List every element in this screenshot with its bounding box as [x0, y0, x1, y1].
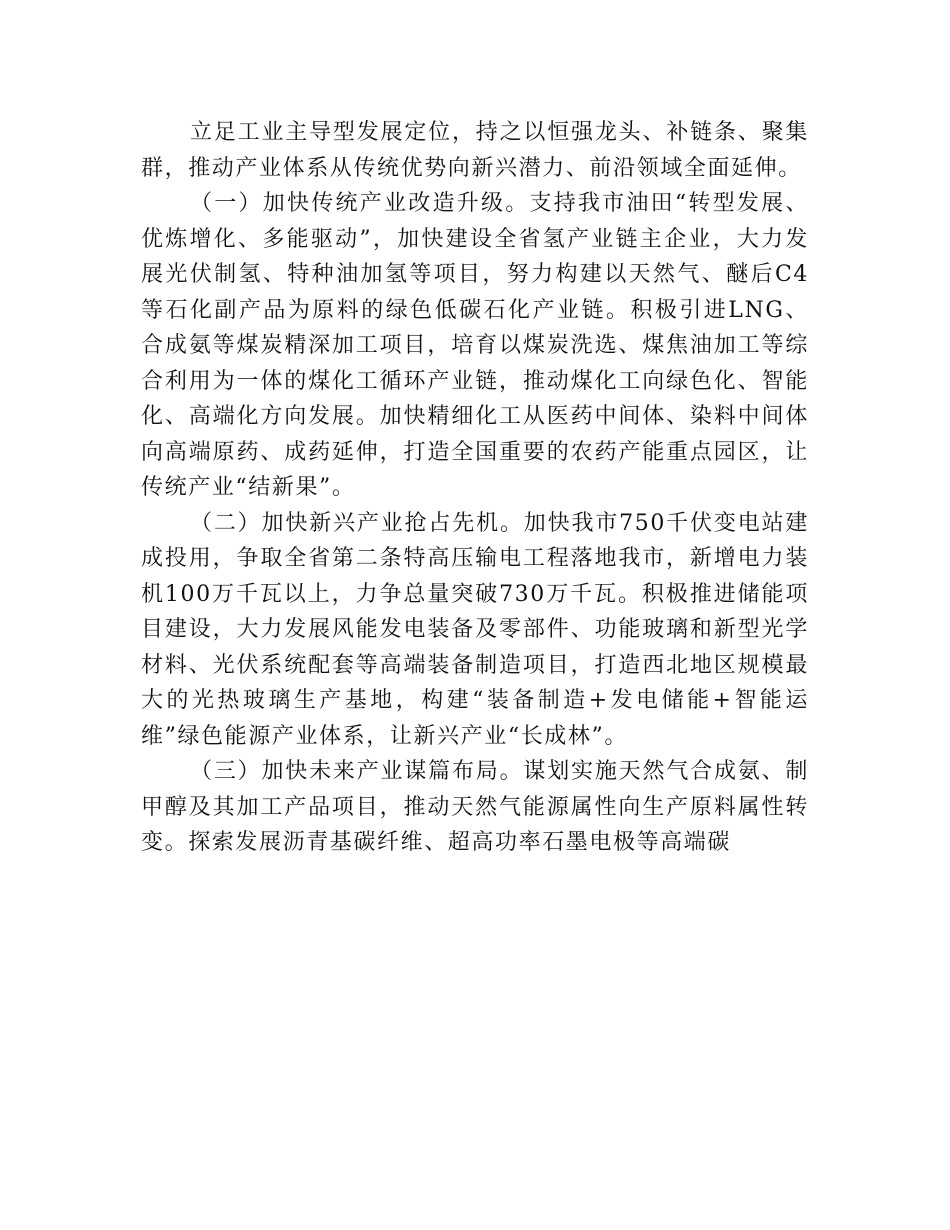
document-body: [141, 115, 809, 861]
paragraph-traditional-industry: （一）加快传统产业改造升级。支持我市油田“转型发展、优炼增化、多能驱动”，加快建设全省氢产业链主企业，大力发展光伏制氢、特种油加氢等项目，努力构建以天然气、醚后C4等石化副产品为原料的绿色低碳石化产业链。积极引进LNG、合成氨等煤炭精深加工项目，培育以煤炭洗选、煤焦油加工等综合利用为一体的煤化工循环产业链，推动煤化工向绿色化、智能化、高端化方向发展。加快精细化工从医药中间体、染料中间体向高端原药、成药延伸，打造全国重要的农药产能重点园区，让传统产业“结新果”。: [141, 191, 809, 500]
paragraph-emerging-industry: （二）加快新兴产业抢占先机。加快我市750千伏变电站建成投用，争取全省第二条特高压输电工程落地我市，新增电力装机100万千瓦以上，力争总量突破730万千瓦。积极推进储能项目建设，大力发展风能发电装备及零部件、功能玻璃和新型光学材料、光伏系统配套等高端装备制造项目，打造西北地区规模最大的光热玻璃生产基地，构建“装备制造+发电储能+智能运维”绿色能源产业体系，让新兴产业“长成林”。: [141, 510, 809, 749]
paragraph-intro: 立足工业主导型发展定位，持之以恒强龙头、补链条、聚集群，推动产业体系从传统优势向新兴潜力、前沿领域全面延伸。: [141, 120, 809, 181]
paragraph-future-industry: （三）加快未来产业谋篇布局。谋划实施天然气合成氨、制甲醇及其加工产品项目，推动天然气能源属性向生产原料属性转变。探索发展沥青基碳纤维、超高功率石墨电极等高端碳: [141, 759, 809, 855]
